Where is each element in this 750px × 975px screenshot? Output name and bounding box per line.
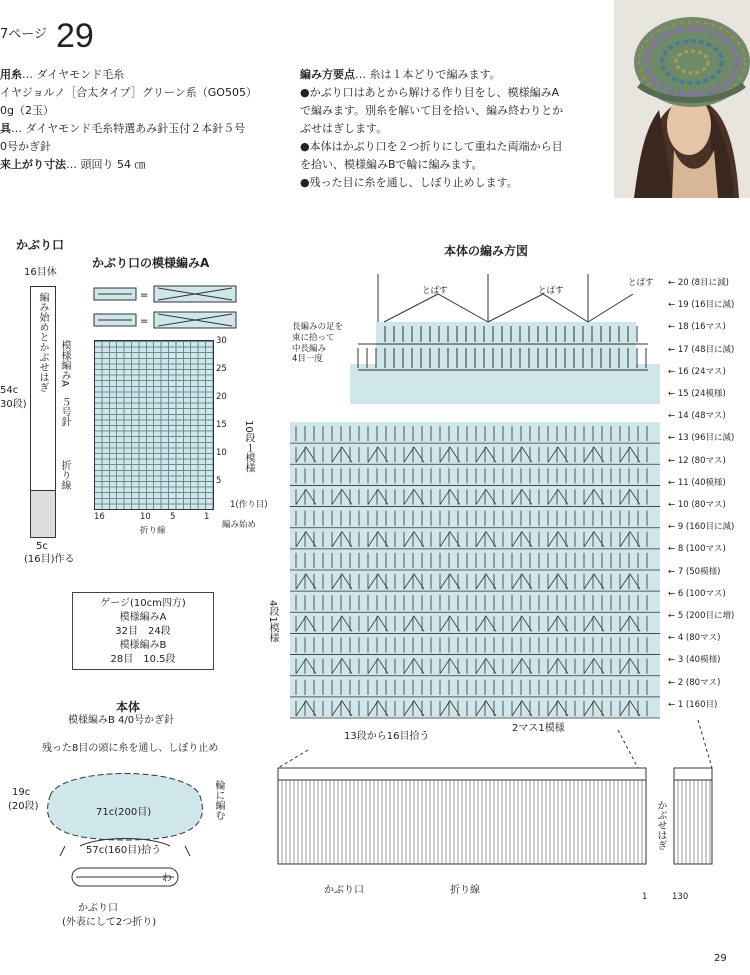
material-line: 具… ダイヤモンド毛糸特選あみ針玉付２本針５号 bbox=[0, 122, 246, 135]
row-label: ← 16 (24マス) bbox=[668, 366, 726, 377]
points-line: ●本体はかぶり口を２つ折りにして重ねた両端から目 bbox=[300, 140, 563, 153]
row-number: 20 bbox=[216, 392, 227, 402]
row-number: 25 bbox=[216, 364, 227, 374]
col-number: 1 bbox=[204, 512, 210, 522]
gauge-title: ゲージ(10cm四方) bbox=[100, 598, 186, 609]
stitch-note-line: 4目一度 bbox=[292, 354, 323, 365]
band-height-label: 54c bbox=[0, 385, 19, 396]
beret-photo-illustration bbox=[614, 0, 750, 198]
material-line: 来上がり寸法… 頭回り 54 ㎝ bbox=[0, 158, 146, 171]
row-label: ← 20 (8目に減) bbox=[668, 278, 729, 288]
body-title: 本体 bbox=[116, 700, 141, 714]
row-label: ← 12 (80マス) bbox=[668, 455, 726, 466]
material-line: 0号かぎ針 bbox=[0, 140, 51, 153]
body-top-note: 残った8目の頭に糸を通し、しぼり止め bbox=[42, 743, 219, 754]
band-chart-fold: 折り線 bbox=[450, 885, 480, 896]
points-line: ●残った目に糸を通し、しぼり止めします。 bbox=[300, 176, 518, 189]
body-circumference: 71c(200目) bbox=[96, 807, 152, 818]
row-label: ← 14 (48マス) bbox=[668, 411, 726, 422]
row-label: ← 9 (160目に減) bbox=[668, 522, 735, 533]
body-band-label: かぶり口 bbox=[78, 903, 118, 914]
points-line: を拾い、模様編みBで輪に編みます。 bbox=[300, 158, 483, 171]
stitch-note-line: 長編みの足を bbox=[292, 322, 344, 332]
pattern-a-cast-on: 1(作り目) bbox=[230, 500, 268, 510]
stitch-note bbox=[292, 322, 343, 365]
col-number: 10 bbox=[140, 512, 151, 522]
band-chart bbox=[278, 750, 738, 880]
body-height-rows: (20段) bbox=[8, 801, 39, 812]
points-line: ぶせはぎします。 bbox=[300, 122, 388, 135]
material-line: 0g（2玉） bbox=[0, 104, 54, 117]
pattern-number: 29 bbox=[56, 17, 94, 55]
gauge-line: 模様編みB bbox=[119, 640, 167, 651]
pattern-a-start: 編み始め bbox=[222, 520, 257, 530]
gauge-line: 28目 10.5段 bbox=[110, 654, 176, 665]
body-band-note: (外表にして2つ折り) bbox=[62, 917, 157, 928]
row-label: ← 6 (100マス) bbox=[668, 588, 726, 599]
row-label: ← 19 (16目に減) bbox=[668, 300, 735, 311]
pickup-note: 13段から16目拾う bbox=[344, 731, 430, 742]
band-chart-label: かぶり口 bbox=[324, 885, 364, 896]
col-number: 5 bbox=[170, 512, 176, 522]
band-height-rows: 30段) bbox=[0, 399, 27, 410]
beret-photo bbox=[614, 0, 750, 198]
row-number: 30 bbox=[216, 336, 227, 346]
gauge-box bbox=[72, 592, 214, 670]
pattern-a-legend bbox=[94, 284, 244, 330]
repeat-2-note: 2マス1模様 bbox=[512, 723, 565, 734]
band-bind-text: かぶせはぎ bbox=[655, 800, 666, 850]
main-chart-title: 本体の編み方図 bbox=[444, 244, 529, 258]
band-top-label: 16目休 bbox=[24, 267, 57, 278]
material-line: 用糸… ダイヤモンド毛糸 bbox=[0, 68, 125, 81]
body-chart-marks bbox=[290, 422, 660, 718]
body-subtitle: 模様編みB 4/0号かぎ針 bbox=[68, 715, 175, 726]
svg-text:=: = bbox=[140, 316, 149, 327]
band-strip-fold bbox=[30, 490, 56, 538]
repeat-4-rows: 4段1模様 bbox=[267, 600, 278, 643]
page-ref: 7ページ bbox=[0, 27, 48, 42]
row-label: ← 10 (80マス) bbox=[668, 500, 726, 510]
row-number: 10 bbox=[216, 448, 227, 458]
pattern-a-fold: 折り線 bbox=[140, 526, 166, 536]
gauge-line: 模様編みA bbox=[119, 612, 167, 623]
band-bottom-stitches: (16目)作る bbox=[24, 554, 75, 565]
points-line: 編み方要点… 糸は１本どりで編みます。 bbox=[300, 68, 501, 81]
pattern-a-title: かぶり口の模様編みA bbox=[92, 256, 210, 270]
row-label: ← 1 (160目) bbox=[668, 699, 718, 710]
skip-label: とばす bbox=[422, 286, 448, 296]
body-chart bbox=[290, 422, 660, 718]
pattern-a-grid bbox=[94, 340, 214, 510]
band-start-text: 編み始めとかぶせはぎ bbox=[37, 292, 48, 392]
svg-text:=: = bbox=[140, 290, 149, 301]
row-label: ← 18 (16マス) bbox=[668, 322, 726, 333]
col-number: 16 bbox=[94, 512, 105, 522]
pattern-a-repeat: 10段１模様 bbox=[243, 420, 254, 473]
row-number: 15 bbox=[216, 420, 227, 430]
body-shape bbox=[20, 756, 240, 906]
row-label: ← 3 (40模様) bbox=[668, 655, 721, 666]
row-label: ← 15 (24模様) bbox=[668, 389, 726, 399]
row-label: ← 7 (50模様) bbox=[668, 566, 721, 577]
points-line: ●かぶり口はあとから解ける作り目をし、模様編みA bbox=[300, 86, 560, 99]
skip-label: とばす bbox=[538, 286, 564, 296]
materials-list bbox=[0, 66, 290, 174]
band-fold-text: 折り線 bbox=[59, 460, 70, 490]
body-round-note: 輪に編む bbox=[213, 780, 224, 820]
page-number: 29 bbox=[714, 953, 727, 964]
row-number: 5 bbox=[216, 476, 222, 486]
body-bottom: 57c(160目)拾う bbox=[86, 845, 162, 856]
row-label: ← 2 (80マス) bbox=[668, 677, 721, 688]
skip-label: とばす bbox=[628, 278, 654, 288]
band-n1: 1 bbox=[642, 892, 648, 902]
row-label: ← 17 (48目に減) bbox=[668, 344, 735, 355]
knitting-points bbox=[300, 66, 610, 192]
points-line: で編みます。別糸を解いて目を拾い、編み終わりとか bbox=[300, 104, 564, 117]
body-height: 19c bbox=[12, 787, 31, 798]
row-label: ← 4 (80マス) bbox=[668, 633, 721, 644]
crown-chart bbox=[348, 274, 648, 404]
gauge-line: 32目 24段 bbox=[115, 626, 171, 637]
row-labels bbox=[668, 278, 750, 722]
band-title: かぶり口 bbox=[16, 238, 65, 252]
band-bottom-width: 5c bbox=[36, 541, 48, 552]
band-n130: 130 bbox=[672, 892, 689, 902]
row-label: ← 5 (200目に増) bbox=[668, 611, 735, 621]
row-label: ← 8 (100マス) bbox=[668, 544, 726, 555]
band-pattern-text: 模様編みA ５号針 bbox=[59, 340, 70, 427]
stitch-note-line: 中長編み bbox=[292, 343, 327, 354]
row-label: ← 11 (40模様) bbox=[668, 477, 726, 488]
material-line: イヤジョルノ［合太タイプ］グリーン系（GO505） bbox=[0, 86, 257, 99]
body-wa: わ bbox=[162, 873, 172, 884]
row-label: ← 13 (96目に減) bbox=[668, 433, 735, 444]
stitch-note-line: 束に拾って bbox=[292, 332, 335, 343]
